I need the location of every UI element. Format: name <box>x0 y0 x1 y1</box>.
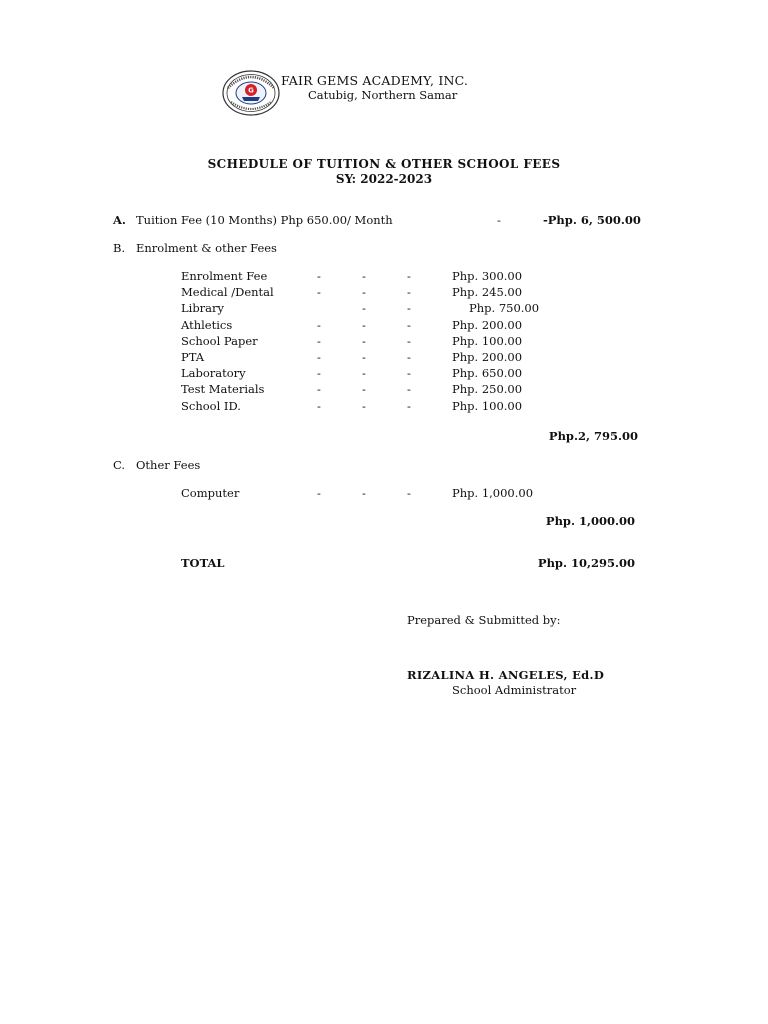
fee-dash: - <box>407 350 411 364</box>
fee-dash: - <box>362 333 366 348</box>
fee-dash: - <box>362 486 366 500</box>
fee-dash: - <box>317 269 321 283</box>
fee-name: Athletics <box>181 317 233 332</box>
fee-dash: - <box>362 317 366 332</box>
fee-amount: Php. 750.00 <box>469 301 540 316</box>
fee-dash: - <box>407 285 411 300</box>
fee-dash: - <box>407 333 411 348</box>
school-name: FAIR GEMS ACADEMY, INC. <box>281 73 469 88</box>
fee-dash: - <box>317 382 321 397</box>
fee-amount: Php. 100.00 <box>452 333 523 348</box>
signer-title: School Administrator <box>452 683 577 697</box>
school-logo <box>222 70 280 116</box>
fee-amount: Php. 200.00 <box>452 350 523 364</box>
tuition-total: -Php. 6, 500.00 <box>543 213 641 227</box>
document-title: SCHEDULE OF TUITION & OTHER SCHOOL FEES <box>207 157 561 171</box>
fee-name: Laboratory <box>181 366 246 381</box>
tuition-fee-line: Tuition Fee (10 Months) Php 650.00/ Month <box>136 213 393 227</box>
fee-dash: - <box>407 486 411 500</box>
fee-dash: - <box>407 301 411 316</box>
school-year: SY: 2022-2023 <box>335 172 433 186</box>
fee-dash: - <box>407 398 411 413</box>
signer-name: RIZALINA H. ANGELES, Ed.D <box>407 668 605 682</box>
total-value: Php. 10,295.00 <box>537 556 635 570</box>
fee-amount: Php. 245.00 <box>452 285 523 300</box>
section-c-heading: Other Fees <box>136 458 201 472</box>
fee-name: Test Materials <box>181 382 265 397</box>
fee-dash: - <box>317 398 321 413</box>
fee-amount: Php. 200.00 <box>452 317 523 332</box>
svg-text:G: G <box>248 86 254 95</box>
section-c-letter: C. <box>113 458 126 472</box>
fee-name: Computer <box>181 486 240 500</box>
fee-dash: - <box>362 350 366 364</box>
school-address: Catubig, Northern Samar <box>308 88 458 102</box>
fee-dash: - <box>362 398 366 413</box>
fee-name: School Paper <box>181 333 258 348</box>
fee-dash: - <box>407 269 411 283</box>
total-label: TOTAL <box>181 556 225 570</box>
fee-amount: Php. 300.00 <box>452 269 523 283</box>
fee-name: PTA <box>181 350 205 364</box>
fee-dash: - <box>317 317 321 332</box>
fee-amount: Php. 650.00 <box>452 366 523 381</box>
fee-name: School ID. <box>181 398 241 413</box>
fee-dash: - <box>317 486 321 500</box>
fee-dash: - <box>407 366 411 381</box>
fee-dash: - <box>317 333 321 348</box>
fee-name: Enrolment Fee <box>181 269 268 283</box>
fee-dash: - <box>362 285 366 300</box>
section-c-subtotal: Php. 1,000.00 <box>545 514 635 528</box>
section-b-heading: Enrolment & other Fees <box>136 241 277 255</box>
prepared-by-label: Prepared & Submitted by: <box>407 613 561 627</box>
fee-dash: - <box>407 382 411 397</box>
fee-amount: Php. 1,000.00 <box>452 486 534 500</box>
fee-dash: - <box>362 269 366 283</box>
fee-dash: - <box>317 285 321 300</box>
fee-dash: - <box>317 350 321 364</box>
section-a-letter: A. <box>113 213 126 227</box>
section-b-letter: B. <box>113 241 126 255</box>
fee-name: Library <box>181 301 225 316</box>
fee-dash: - <box>317 366 321 381</box>
fee-dash: - <box>362 301 366 316</box>
fee-dash: - <box>362 366 366 381</box>
fee-dash: - <box>362 382 366 397</box>
fee-amount: Php. 250.00 <box>452 382 523 397</box>
fee-dash: - <box>407 317 411 332</box>
section-b-subtotal: Php.2, 795.00 <box>548 429 638 443</box>
fee-name: Medical /Dental <box>181 285 274 300</box>
tuition-dash: - <box>497 213 501 227</box>
fee-amount: Php. 100.00 <box>452 398 523 413</box>
